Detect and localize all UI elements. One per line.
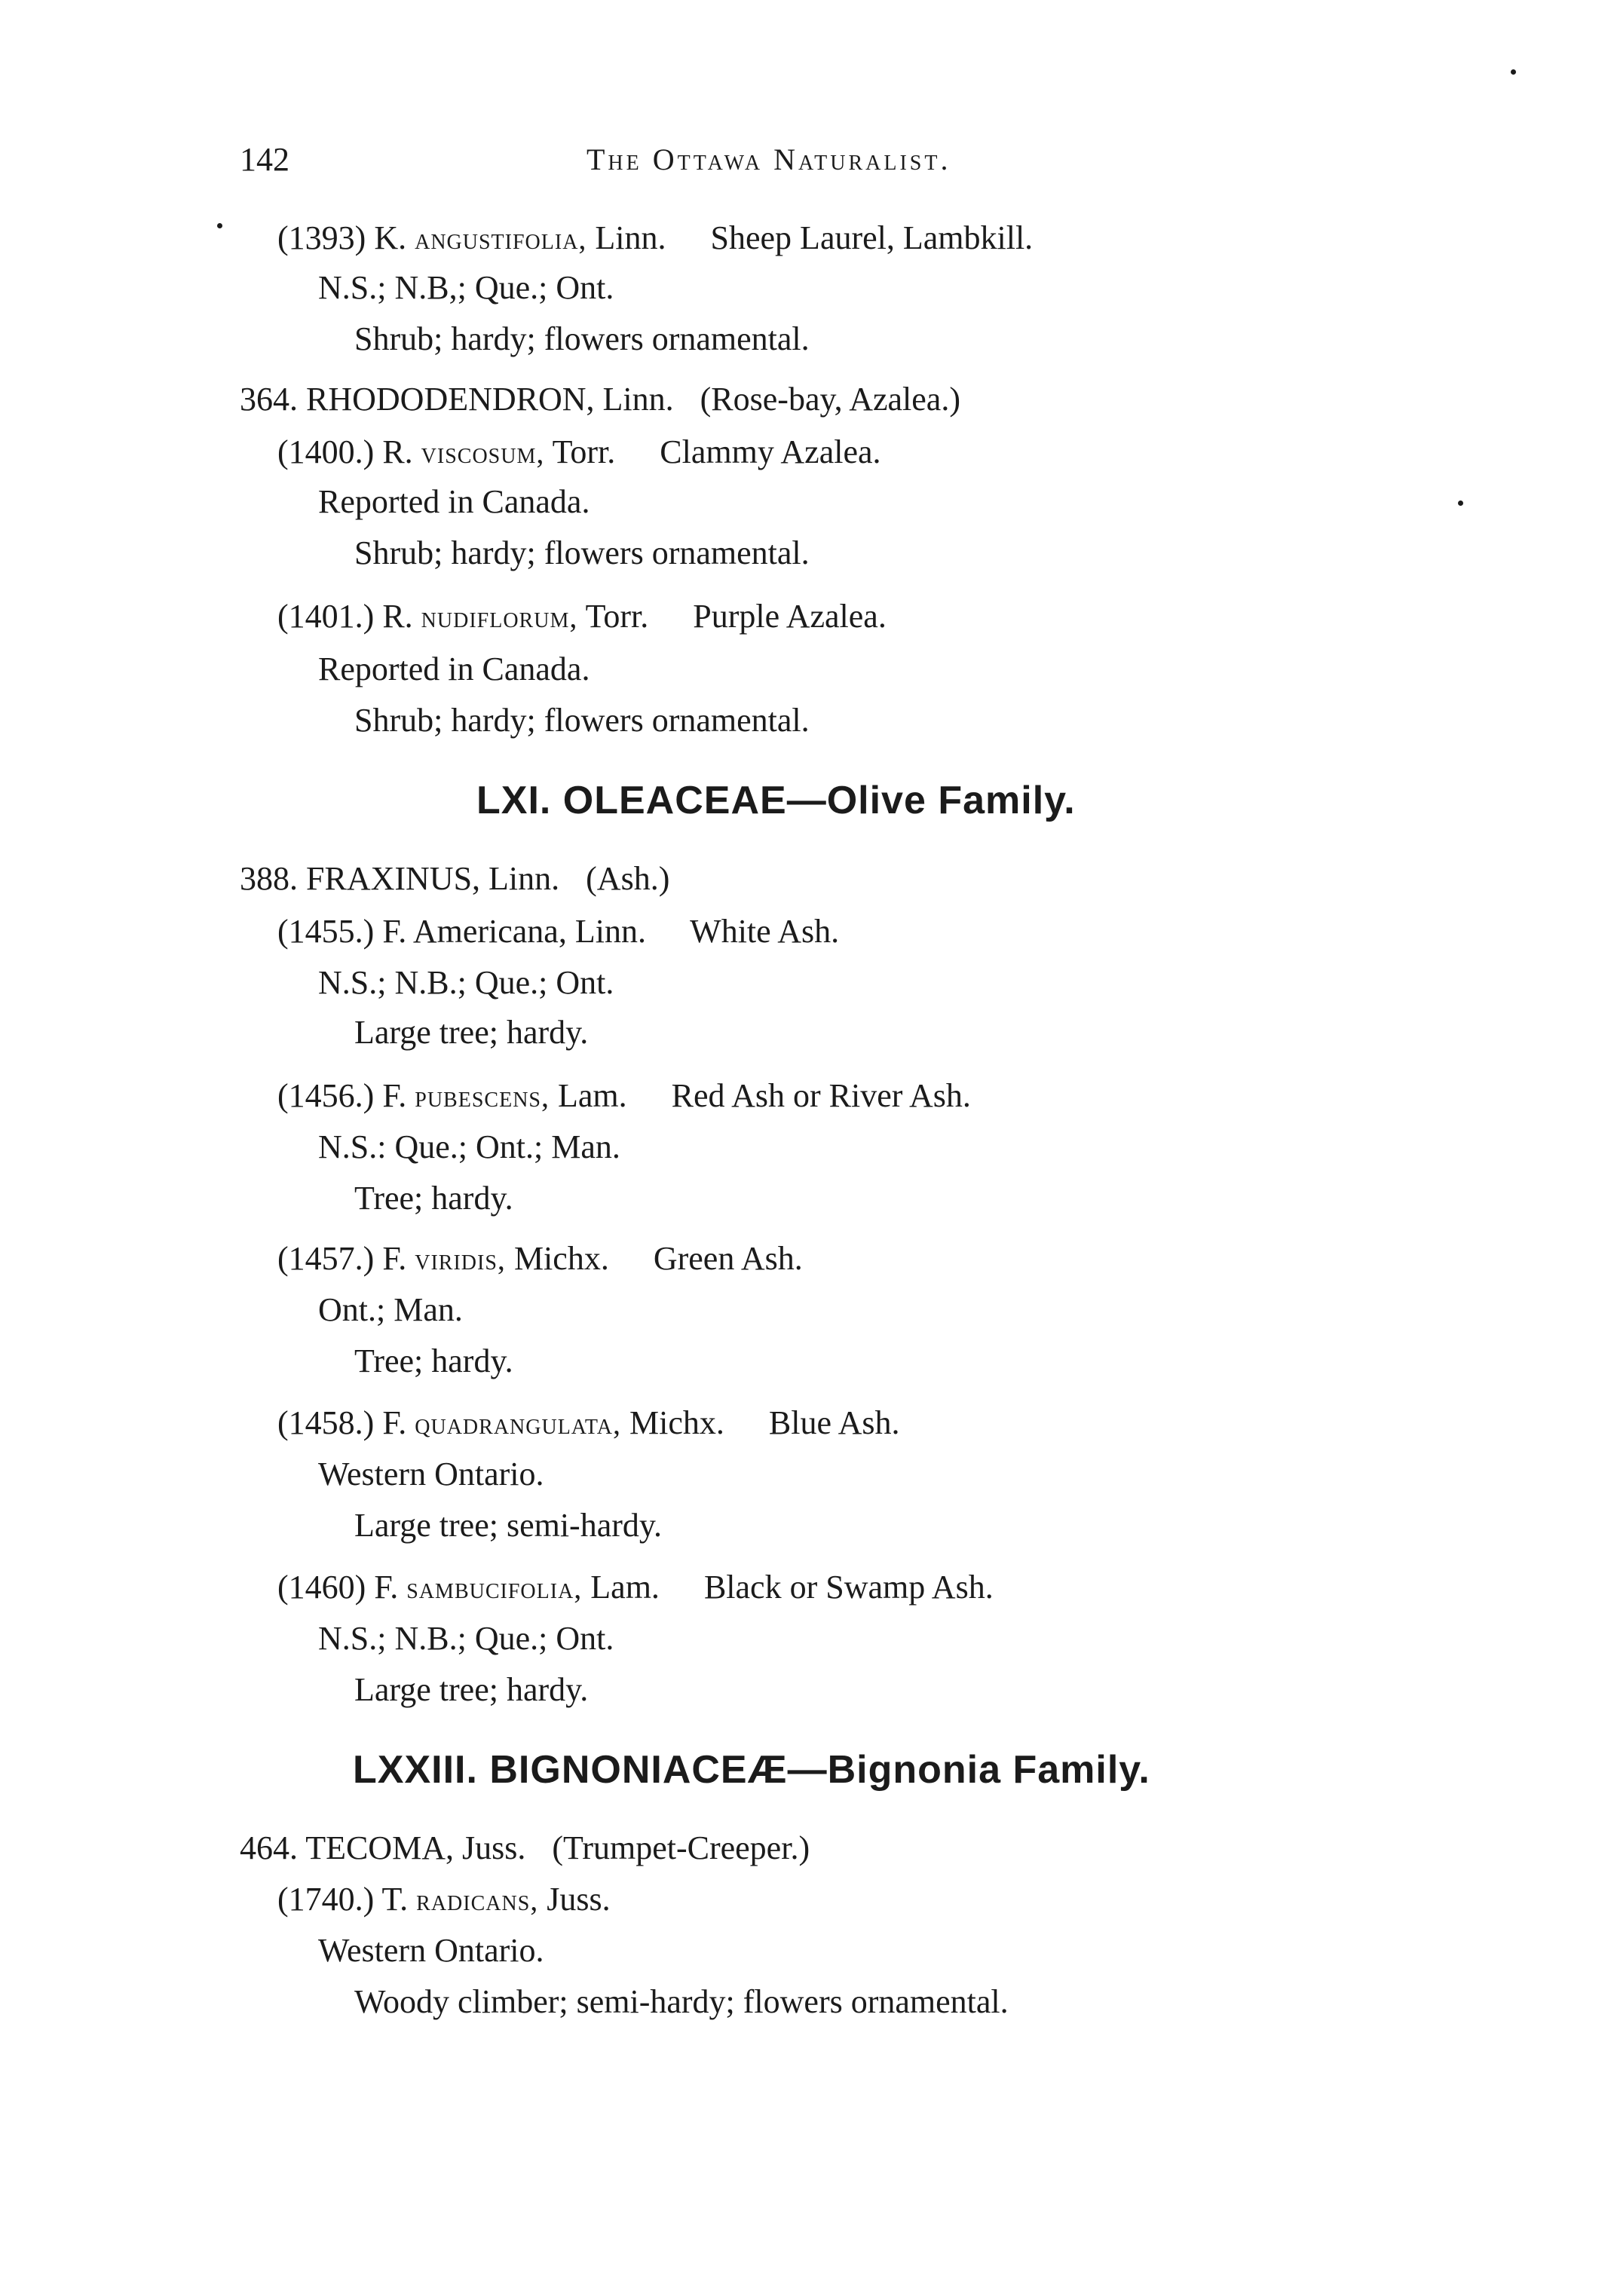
authority: Michx. bbox=[513, 1240, 609, 1277]
species-name: angustifolia, bbox=[415, 222, 587, 256]
species-name: nudiflorum, bbox=[421, 600, 578, 634]
species-entry-1393 bbox=[277, 219, 1033, 259]
common-name: Sheep Laurel, Lambkill. bbox=[710, 219, 1034, 256]
running-title: The Ottawa Naturalist. bbox=[586, 142, 951, 176]
range-1400: Reported in Canada. bbox=[318, 483, 590, 520]
range-1456: N.S.: Que.; Ont.; Man. bbox=[318, 1128, 620, 1165]
range-1458: Western Ontario. bbox=[318, 1456, 544, 1492]
entry-number: (1457.) bbox=[277, 1240, 375, 1277]
genus-abbrev: F. bbox=[382, 1240, 407, 1277]
notes-1740: Woody climber; semi-hardy; flowers ornamental. bbox=[354, 1983, 1009, 2020]
range-1393: N.S.; N.B,; Que.; Ont. bbox=[318, 269, 614, 306]
range-1460: N.S.; N.B.; Que.; Ont. bbox=[318, 1620, 614, 1657]
species-entry-1457 bbox=[277, 1239, 803, 1279]
common-name: Blue Ash. bbox=[768, 1404, 900, 1441]
entry-number: (1400.) bbox=[277, 433, 375, 470]
common-name: Red Ash or River Ash. bbox=[671, 1077, 971, 1114]
species-name: viridis, bbox=[415, 1242, 506, 1276]
authority: Juss. bbox=[547, 1881, 611, 1918]
genus-rhododendron bbox=[240, 380, 960, 419]
genus-heading: 464. TECOMA, Juss. bbox=[240, 1829, 526, 1866]
entry-number: (1458.) bbox=[277, 1404, 375, 1441]
common-name: Clammy Azalea. bbox=[660, 433, 881, 470]
authority: Torr. bbox=[585, 598, 649, 635]
authority: Michx. bbox=[629, 1404, 724, 1441]
species-name: Americana, bbox=[412, 913, 567, 950]
common-name: Black or Swamp Ash. bbox=[703, 1569, 994, 1606]
genus-heading: 364. RHODODENDRON, Linn. bbox=[240, 381, 674, 418]
page-number: 142 bbox=[240, 141, 289, 178]
species-name: pubescens, bbox=[415, 1079, 550, 1113]
species-entry-1458 bbox=[277, 1404, 899, 1443]
species-name: viscosum, bbox=[421, 436, 545, 470]
genus-abbrev: K. bbox=[374, 219, 407, 256]
species-entry-1400 bbox=[277, 433, 881, 473]
notes-1455: Large tree; hardy. bbox=[354, 1014, 589, 1051]
genus-abbrev: F. bbox=[374, 1569, 399, 1606]
species-entry-1456 bbox=[277, 1076, 971, 1116]
genus-common-name: (Ash.) bbox=[586, 860, 670, 897]
entry-number: (1401.) bbox=[277, 598, 375, 635]
notes-1457: Tree; hardy. bbox=[354, 1342, 513, 1379]
notes-1460: Large tree; hardy. bbox=[354, 1671, 589, 1708]
authority: Lam. bbox=[590, 1569, 660, 1606]
genus-common-name: (Trumpet-Creeper.) bbox=[552, 1829, 810, 1866]
species-name: sambucifolia, bbox=[406, 1571, 583, 1605]
range-1740: Western Ontario. bbox=[318, 1932, 544, 1969]
genus-abbrev: R. bbox=[382, 598, 413, 635]
scan-speck bbox=[217, 223, 222, 228]
genus-tecoma bbox=[240, 1829, 810, 1868]
common-name: White Ash. bbox=[690, 913, 840, 950]
notes-1400: Shrub; hardy; flowers ornamental. bbox=[354, 534, 810, 571]
notes-1401: Shrub; hardy; flowers ornamental. bbox=[354, 702, 810, 739]
genus-abbrev: T. bbox=[381, 1881, 409, 1918]
genus-abbrev: F. bbox=[382, 1077, 407, 1114]
authority: Linn. bbox=[574, 913, 646, 950]
scan-speck bbox=[1458, 501, 1463, 506]
notes-1456: Tree; hardy. bbox=[354, 1180, 513, 1217]
species-name: quadrangulata, bbox=[415, 1407, 622, 1440]
entry-number: (1455.) bbox=[277, 913, 375, 950]
species-entry-1455 bbox=[277, 912, 839, 951]
range-1401: Reported in Canada. bbox=[318, 651, 590, 687]
range-1455: N.S.; N.B.; Que.; Ont. bbox=[318, 964, 614, 1001]
common-name: Purple Azalea. bbox=[693, 598, 887, 635]
species-entry-1740 bbox=[277, 1880, 611, 1920]
entry-number: (1456.) bbox=[277, 1077, 375, 1114]
authority: Linn. bbox=[595, 219, 666, 256]
authority: Lam. bbox=[557, 1077, 627, 1114]
notes-1393: Shrub; hardy; flowers ornamental. bbox=[354, 320, 810, 357]
family-heading-bignoniaceae: LXXIII. BIGNONIACEÆ—Bignonia Family. bbox=[353, 1748, 1150, 1792]
entry-number: (1460) bbox=[277, 1569, 366, 1606]
species-entry-1401 bbox=[277, 597, 887, 637]
genus-abbrev: F. bbox=[382, 913, 407, 950]
entry-number: (1740.) bbox=[277, 1881, 375, 1918]
family-heading-oleaceae: LXI. OLEACEAE—Olive Family. bbox=[476, 779, 1076, 822]
species-name: radicans, bbox=[416, 1883, 539, 1917]
scan-speck bbox=[1511, 69, 1516, 75]
entry-number: (1393) bbox=[277, 219, 366, 256]
genus-heading: 388. FRAXINUS, Linn. bbox=[240, 860, 560, 897]
genus-abbrev: F. bbox=[382, 1404, 407, 1441]
range-1457: Ont.; Man. bbox=[318, 1291, 463, 1328]
notes-1458: Large tree; semi-hardy. bbox=[354, 1507, 663, 1544]
species-entry-1460 bbox=[277, 1568, 994, 1608]
genus-abbrev: R. bbox=[382, 433, 413, 470]
genus-common-name: (Rose-bay, Azalea.) bbox=[700, 381, 960, 418]
authority: Torr. bbox=[552, 433, 616, 470]
genus-fraxinus bbox=[240, 859, 669, 899]
common-name: Green Ash. bbox=[653, 1240, 803, 1277]
